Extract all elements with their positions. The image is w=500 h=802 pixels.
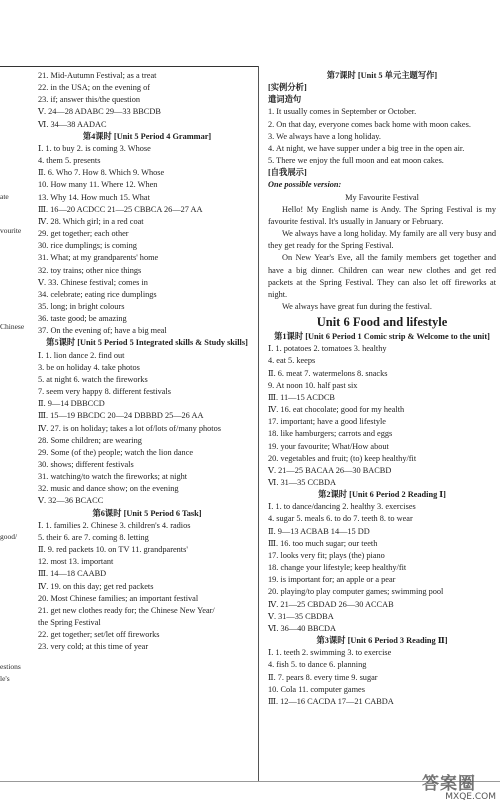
answer-line: Ⅰ. 1. to dance/dancing 2. healthy 3. exercises (268, 502, 416, 512)
period-heading: 第2课时 [Unit 6 Period 2 Reading Ⅰ] (318, 490, 446, 500)
answer-line: 19. your favourite; What/How about (268, 441, 389, 451)
answer-line: Ⅰ. 1. potatoes 2. tomatoes 3. healthy (268, 344, 387, 354)
margin-fragment: Chinese (0, 322, 25, 331)
answer-line: Ⅴ. 33. Chinese festival; comes in (38, 277, 148, 287)
answer-line: Ⅴ. 21—25 BACAA 26—30 BACBD (268, 465, 392, 475)
period-heading: 第6课时 [Unit 5 Period 6 Task] (92, 508, 202, 518)
answer-line: 4. sugar 5. meals 6. to do 7. teeth 8. to wear (268, 514, 413, 524)
answer-line: Ⅰ. 1. to buy 2. is coming 3. Whose (38, 143, 151, 153)
right-answer-column (268, 70, 496, 708)
answer-line: 19. is important for; an apple or a pear (268, 575, 396, 585)
answer-line: 12. most 13. important (38, 557, 114, 567)
answer-line: 4. At night, we have supper under a big tree in the open air. (268, 143, 465, 153)
period-heading: 第3课时 [Unit 6 Period 3 Reading Ⅱ] (316, 636, 448, 646)
answer-line: Ⅵ. 34—38 AADAC (38, 119, 107, 129)
answer-line: 21. get new clothes ready for; the Chinese New Year/ (38, 605, 215, 615)
answer-line: 4. them 5. presents (38, 156, 101, 166)
answer-line: Ⅳ. 28. Which girl; in a red coat (38, 216, 144, 226)
answer-line: 5. There we enjoy the full moon and eat moon cakes. (268, 156, 444, 166)
answer-line: Ⅰ. 1. lion dance 2. find out (38, 350, 125, 360)
answer-line: 34. celebrate; eating rice dumplings (38, 289, 157, 299)
answer-line: Ⅲ. 16—20 ACDCC 21—25 CBBCA 26—27 AA (38, 204, 203, 214)
essay-paragraph: We always have a long holiday. My family are all very busy and they get ready for the Spring Festival. (268, 229, 496, 251)
answer-line: Ⅳ. 19. on this day; get red packets (38, 581, 154, 591)
answer-line: 9. At noon 10. half past six (268, 380, 358, 390)
answer-line: 7. seem very happy 8. different festivals (38, 387, 172, 397)
answer-line: Ⅴ. 31—35 CBDBA (268, 611, 334, 621)
watermark-logo: 答案圈 (422, 774, 476, 794)
answer-line: 32. music and dance show; on the evening (38, 484, 179, 494)
column-divider (258, 66, 259, 781)
answer-line: 10. How many 11. Where 12. When (38, 180, 158, 190)
top-rule (0, 66, 258, 67)
answer-line: 17. looks very fit; plays (the) piano (268, 550, 385, 560)
section-label: [自我展示] (268, 168, 307, 178)
answer-line: Ⅱ. 9. red packets 10. on TV 11. grandparents' (38, 545, 188, 555)
essay-title: My Favourite Festival (345, 192, 419, 202)
section-label: One possible version: (268, 180, 342, 190)
answer-line: 30. rice dumplings; is coming (38, 241, 137, 251)
answer-line: 1. It usually comes in September or October. (268, 107, 417, 117)
margin-fragment: le's (0, 674, 10, 683)
answer-line: Ⅱ. 6. meat 7. watermelons 8. snacks (268, 368, 388, 378)
period-heading: 第5课时 [Unit 5 Period 5 Integrated skills & Study skills] (46, 338, 248, 348)
answer-line: Ⅲ. 16. too much sugar; our teeth (268, 538, 378, 548)
answer-line: 13. Why 14. How much 15. What (38, 192, 150, 202)
left-answer-column (38, 70, 256, 654)
answer-line: 31. watching/to watch the fireworks; at night (38, 472, 188, 482)
answer-line: 36. taste good; be amazing (38, 314, 127, 324)
answer-line: Ⅵ. 31—35 CCBDA (268, 478, 337, 487)
answer-line: Ⅲ. 14—18 CAABD (38, 569, 107, 579)
answer-line: Ⅱ. 9—14 DBBCCD (38, 399, 105, 409)
answer-line: Ⅳ. 27. is on holiday; takes a lot of/lots of/many photos (38, 423, 221, 433)
period-heading: 第7课时 [Unit 5 单元主题写作] (326, 71, 438, 80)
answer-line: 37. On the evening of; have a big meal (38, 326, 167, 336)
answer-line: 3. be on holiday 4. take photos (38, 362, 140, 372)
answer-line: 20. vegetables and fruit; (to) keep healthy/fit (268, 453, 417, 463)
answer-line: 20. Most Chinese families; an important festival (38, 593, 199, 603)
unit-title: Unit 6 Food and lifestyle (316, 315, 448, 330)
answer-line: 29. Some (of the) people; watch the lion dance (38, 447, 194, 457)
answer-line: 3. We always have a long holiday. (268, 131, 381, 141)
answer-line: Ⅰ. 1. teeth 2. swimming 3. to exercise (268, 648, 392, 658)
watermark (422, 775, 496, 801)
answer-line: Ⅴ. 32—36 BCACC (38, 496, 104, 506)
period-heading: 第4课时 [Unit 5 Period 4 Grammar] (82, 131, 212, 141)
answer-line: Ⅳ. 21—25 CBDAD 26—30 ACCAB (268, 599, 394, 609)
answer-line: 29. get together; each other (38, 229, 129, 239)
margin-fragment: good/ (0, 532, 18, 541)
answer-line: 22. in the USA; on the evening of (38, 83, 150, 93)
answer-line: Ⅱ. 9—13 ACBAB 14—15 DD (268, 526, 370, 536)
answer-line: Ⅱ. 6. Who 7. How 8. Which 9. Whose (38, 168, 165, 178)
answer-line: 18. change your lifestyle; keep healthy/fit (268, 563, 407, 573)
answer-line: 5. their 6. are 7. coming 8. letting (38, 532, 149, 542)
answer-line: Ⅲ. 12—16 CACDA 17—21 CABDA (268, 696, 394, 706)
answer-line: 23. if; answer this/the question (38, 95, 141, 105)
answer-line: 23. very cold; at this time of year (38, 642, 149, 652)
answer-line: the Spring Festival (38, 618, 101, 628)
answer-line: 10. Cola 11. computer games (268, 684, 365, 694)
answer-line: 30. shows; different festivals (38, 460, 134, 469)
answer-line: 28. Some children; are wearing (38, 435, 142, 445)
answer-line: 4. eat 5. keeps (268, 356, 316, 366)
answer-line: 22. get together; set/let off fireworks (38, 630, 160, 640)
margin-fragment: ate (0, 192, 9, 201)
answer-line: 5. at night 6. watch the fireworks (38, 374, 148, 384)
answer-line: 21. Mid-Autumn Festival; as a treat (38, 71, 157, 80)
answer-line: 32. toy trains; other nice things (38, 265, 142, 275)
answer-line: 2. On that day, everyone comes back home with moon cakes. (268, 119, 471, 129)
section-label: [实例分析] (268, 83, 307, 93)
answer-line: Ⅵ. 36—40 BBCDA (268, 623, 337, 633)
answer-line: Ⅴ. 24—28 ADABC 29—33 BBCDB (38, 107, 161, 117)
section-label: 遣词造句 (268, 95, 302, 105)
watermark-url: MXQE.COM (445, 792, 496, 802)
answer-line: 18. like hamburgers; carrots and eggs (268, 429, 393, 439)
answer-line: 31. What; at my grandparents' home (38, 253, 159, 263)
essay-paragraph: We always have great fun during the festival. (282, 301, 433, 311)
essay-paragraph: On New Year's Eve, all the family members get together and have a big dinner. Children can wear new clothes and get red packets at the Spring Festival. They can also let off fireworks at night. (268, 253, 496, 299)
answer-line: 35. long; in bright colours (38, 301, 125, 311)
answer-line: 4. fish 5. to dance 6. planning (268, 660, 367, 670)
essay-paragraph: Hello! My English name is Andy. The Spring Festival is my favourite festival. It's usually in January or February. (268, 204, 496, 226)
margin-fragment: vourite (0, 226, 22, 235)
answer-line: 17. important; have a good lifestyle (268, 417, 386, 427)
answer-line: Ⅳ. 16. eat chocolate; good for my health (268, 405, 405, 415)
answer-line: 20. playing/to play computer games; swimming pool (268, 587, 444, 597)
period-heading: 第1课时 [Unit 6 Period 1 Comic strip & Welcome to the unit] (274, 332, 490, 342)
answer-line: Ⅱ. 7. pears 8. every time 9. sugar (268, 672, 378, 682)
margin-fragment: estions (0, 662, 21, 671)
answer-line: Ⅰ. 1. families 2. Chinese 3. children's 4. radios (38, 520, 191, 530)
answer-line: Ⅲ. 11—15 ACDCB (268, 392, 335, 402)
answer-line: Ⅲ. 15—19 BBCDC 20—24 DBBBD 25—26 AA (38, 411, 204, 421)
